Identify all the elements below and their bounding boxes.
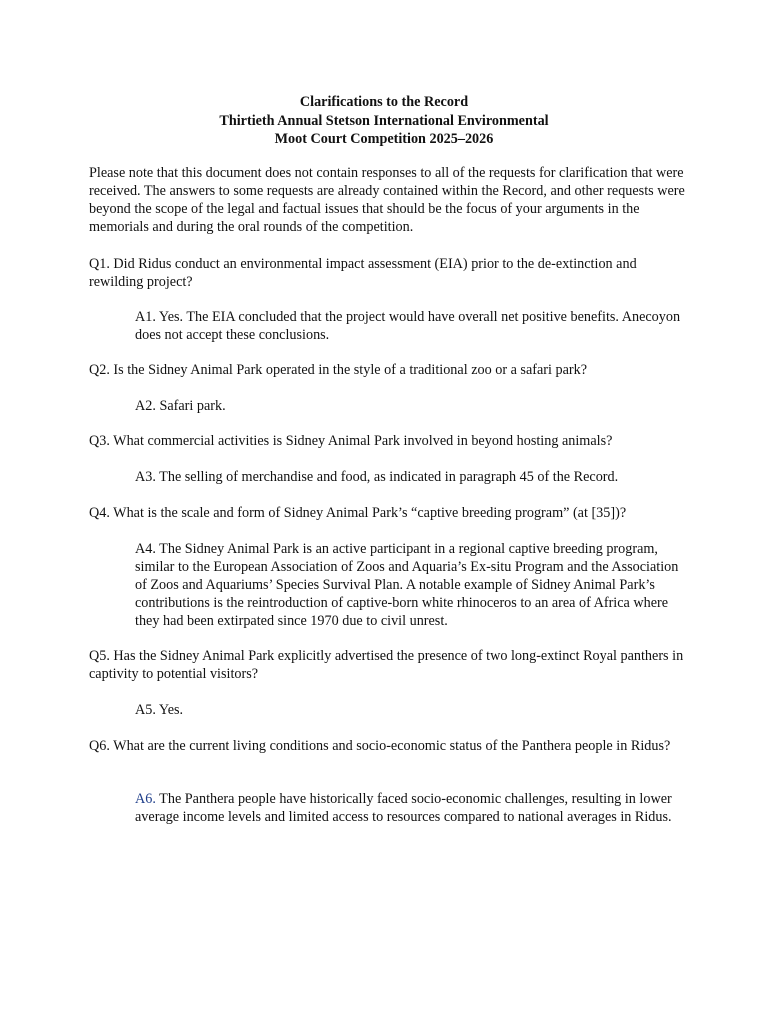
answer-text-2: Safari park. [155,398,226,414]
title-line-3: Moot Court Competition 2025–2026 [274,131,494,148]
answer-text-6: The Panthera people have historically faced socio-economic challenges, resulting in lower average income levels and limited access to resources compared to national averages in Ridus. [135,791,672,826]
question-4: Q4. What is the scale and form of Sidney Animal Park’s “captive breeding program” (at [35])? [89,505,627,521]
document-title [0,93,768,149]
answer-2 [135,397,687,415]
question-1: Q1. Did Ridus conduct an environmental impact assessment (EIA) prior to the de-extinction and rewilding project? [89,256,637,291]
answer-text-3: The selling of merchandise and food, as indicated in paragraph 45 of the Record. [155,469,619,485]
answer-text-1: Yes. The EIA concluded that the project would have overall net positive benefits. Anecoyon does not accept these conclusions. [135,309,681,344]
answer-6 [135,790,687,826]
answer-label-4: A4. [135,541,156,557]
question-3: Q3. What commercial activities is Sidney Animal Park involved in beyond hosting animals? [89,433,613,449]
answer-label-3: A3. [135,469,156,485]
answer-label-5: A5. [135,702,156,718]
answer-4 [135,540,687,630]
question-5: Q5. Has the Sidney Animal Park explicitly advertised the presence of two long-extinct Royal panthers in captivity to potential visitors? [89,648,684,683]
answer-label-1: A1. [135,309,156,325]
intro-paragraph: Please note that this document does not contain responses to all of the requests for clarification that were received. The answers to some requests are already contained within the Record, and other requests were beyond the scope of the legal and factual issues that should be the focus of your arguments in the memorials and during the oral rounds of the competition. [89,165,685,236]
answer-label-2: A2. [135,398,156,414]
answer-label-6: A6. [135,791,156,807]
question-6: Q6. What are the current living conditions and socio-economic status of the Panthera people in Ridus? [89,738,671,754]
title-line-2: Thirtieth Annual Stetson International Environmental [219,112,549,129]
title-line-1: Clarifications to the Record [299,94,469,110]
answer-5 [135,701,687,719]
answer-3 [135,468,687,486]
answer-text-5: Yes. [155,702,184,718]
question-2: Q2. Is the Sidney Animal Park operated in the style of a traditional zoo or a safari park? [89,362,587,378]
answer-1 [135,308,687,344]
answer-text-4: The Sidney Animal Park is an active participant in a regional captive breeding program, similar to the European Association of Zoos and Aquaria’s Ex-situ Program and the Association of Zoos and Aquariums’ Species Survival Plan. A notable example of Sidney Animal Park’s contributions is the reintroduction of captive-born white rhinoceros to an area of Africa where they had been extirpated since 1970 due to civil unrest. [135,541,679,630]
